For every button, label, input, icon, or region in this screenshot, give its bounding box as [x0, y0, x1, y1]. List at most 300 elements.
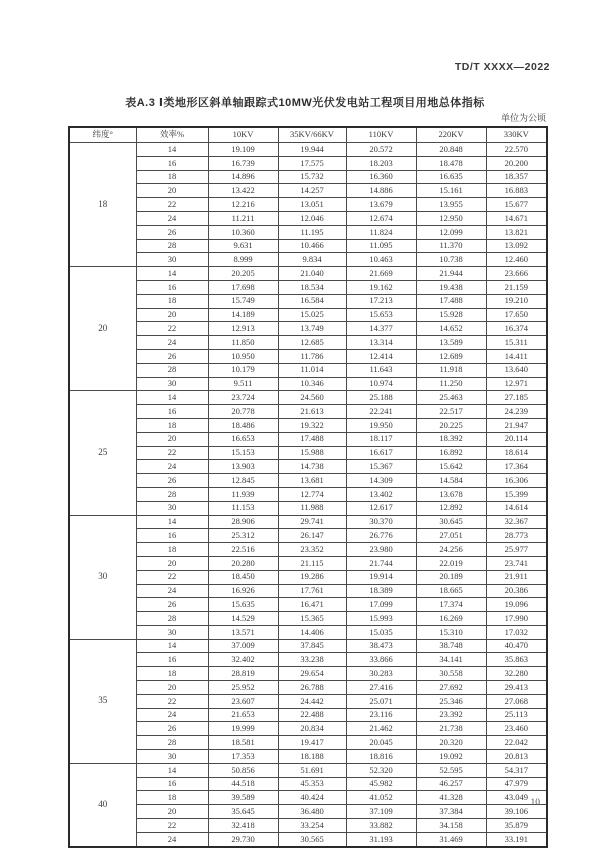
value-cell-10KV: 25.312: [208, 529, 278, 543]
value-cell-220KV: 15.161: [416, 184, 486, 198]
value-cell-330KV: 16.306: [486, 474, 547, 488]
value-cell-110KV: 19.162: [346, 280, 416, 294]
table-row: [69, 694, 547, 708]
value-cell-10KV: 13.422: [208, 184, 278, 198]
value-cell-220KV: 20.848: [416, 143, 486, 157]
efficiency-cell: 18: [136, 418, 208, 432]
value-cell-10KV: 11.211: [208, 211, 278, 225]
value-cell-10KV: 8.999: [208, 253, 278, 267]
value-cell-110KV: 19.950: [346, 418, 416, 432]
latitude-cell: 25: [69, 391, 136, 515]
value-cell-35KV/66KV: 17.488: [278, 432, 346, 446]
value-cell-10KV: 35.645: [208, 805, 278, 819]
value-cell-35KV/66KV: 15.988: [278, 446, 346, 460]
column-header-4: 110KV: [346, 127, 416, 143]
efficiency-cell: 22: [136, 322, 208, 336]
table-row: [69, 763, 547, 777]
column-header-5: 220KV: [416, 127, 486, 143]
efficiency-cell: 22: [136, 198, 208, 212]
value-cell-110KV: 21.669: [346, 267, 416, 281]
value-cell-110KV: 30.283: [346, 667, 416, 681]
value-cell-110KV: 23.980: [346, 543, 416, 557]
value-cell-220KV: 46.257: [416, 777, 486, 791]
value-cell-220KV: 12.689: [416, 349, 486, 363]
value-cell-330KV: 17.032: [486, 625, 547, 639]
value-cell-330KV: 17.650: [486, 308, 547, 322]
efficiency-cell: 30: [136, 625, 208, 639]
value-cell-110KV: 33.882: [346, 819, 416, 833]
value-cell-10KV: 39.589: [208, 791, 278, 805]
value-cell-330KV: 15.399: [486, 487, 547, 501]
value-cell-220KV: 12.892: [416, 501, 486, 515]
value-cell-10KV: 19.109: [208, 143, 278, 157]
value-cell-10KV: 14.189: [208, 308, 278, 322]
table-row: [69, 294, 547, 308]
efficiency-cell: 18: [136, 791, 208, 805]
efficiency-cell: 16: [136, 653, 208, 667]
efficiency-cell: 28: [136, 612, 208, 626]
table-row: [69, 639, 547, 653]
value-cell-35KV/66KV: 13.051: [278, 198, 346, 212]
table-row: [69, 653, 547, 667]
value-cell-330KV: 18.614: [486, 446, 547, 460]
latitude-cell: 18: [69, 143, 136, 267]
value-cell-35KV/66KV: 21.115: [278, 556, 346, 570]
value-cell-220KV: 15.642: [416, 460, 486, 474]
table-row: [69, 474, 547, 488]
value-cell-330KV: 35.879: [486, 819, 547, 833]
value-cell-10KV: 11.153: [208, 501, 278, 515]
column-header-3: 35KV/66KV: [278, 127, 346, 143]
value-cell-110KV: 27.416: [346, 681, 416, 695]
value-cell-35KV/66KV: 17.761: [278, 584, 346, 598]
efficiency-cell: 20: [136, 805, 208, 819]
value-cell-110KV: 41.052: [346, 791, 416, 805]
value-cell-220KV: 34.158: [416, 819, 486, 833]
value-cell-220KV: 41.328: [416, 791, 486, 805]
efficiency-cell: 14: [136, 639, 208, 653]
value-cell-220KV: 21.944: [416, 267, 486, 281]
value-cell-220KV: 52.595: [416, 763, 486, 777]
value-cell-35KV/66KV: 37.845: [278, 639, 346, 653]
efficiency-cell: 16: [136, 156, 208, 170]
value-cell-220KV: 19.438: [416, 280, 486, 294]
value-cell-220KV: 21.738: [416, 722, 486, 736]
value-cell-10KV: 14.529: [208, 612, 278, 626]
value-cell-35KV/66KV: 45.353: [278, 777, 346, 791]
value-cell-10KV: 13.903: [208, 460, 278, 474]
efficiency-cell: 26: [136, 349, 208, 363]
efficiency-cell: 14: [136, 267, 208, 281]
value-cell-35KV/66KV: 11.786: [278, 349, 346, 363]
table-row: [69, 405, 547, 419]
value-cell-10KV: 18.486: [208, 418, 278, 432]
value-cell-35KV/66KV: 19.944: [278, 143, 346, 157]
efficiency-cell: 16: [136, 405, 208, 419]
table-row: [69, 267, 547, 281]
value-cell-110KV: 33.866: [346, 653, 416, 667]
value-cell-10KV: 11.850: [208, 336, 278, 350]
value-cell-110KV: 15.035: [346, 625, 416, 639]
value-cell-220KV: 14.584: [416, 474, 486, 488]
table-row: [69, 805, 547, 819]
value-cell-220KV: 18.478: [416, 156, 486, 170]
value-cell-220KV: 31.469: [416, 832, 486, 846]
value-cell-330KV: 12.460: [486, 253, 547, 267]
value-cell-110KV: 13.402: [346, 487, 416, 501]
value-cell-220KV: 16.892: [416, 446, 486, 460]
value-cell-10KV: 19.999: [208, 722, 278, 736]
value-cell-330KV: 14.411: [486, 349, 547, 363]
value-cell-220KV: 18.392: [416, 432, 486, 446]
value-cell-35KV/66KV: 30.565: [278, 832, 346, 846]
value-cell-110KV: 37.109: [346, 805, 416, 819]
value-cell-330KV: 13.640: [486, 363, 547, 377]
value-cell-10KV: 29.730: [208, 832, 278, 846]
table-row: [69, 515, 547, 529]
efficiency-cell: 24: [136, 584, 208, 598]
table-row: [69, 308, 547, 322]
column-header-0: 纬度°: [69, 127, 136, 143]
value-cell-110KV: 14.309: [346, 474, 416, 488]
table-row: [69, 791, 547, 805]
table-row: [69, 225, 547, 239]
value-cell-110KV: 11.824: [346, 225, 416, 239]
value-cell-35KV/66KV: 20.834: [278, 722, 346, 736]
value-cell-35KV/66KV: 15.732: [278, 170, 346, 184]
value-cell-110KV: 31.193: [346, 832, 416, 846]
value-cell-330KV: 27.068: [486, 694, 547, 708]
value-cell-220KV: 15.928: [416, 308, 486, 322]
value-cell-110KV: 21.462: [346, 722, 416, 736]
value-cell-110KV: 25.071: [346, 694, 416, 708]
value-cell-330KV: 40.470: [486, 639, 547, 653]
value-cell-110KV: 18.203: [346, 156, 416, 170]
value-cell-330KV: 21.159: [486, 280, 547, 294]
value-cell-330KV: 17.364: [486, 460, 547, 474]
table-row: [69, 832, 547, 846]
value-cell-220KV: 13.678: [416, 487, 486, 501]
value-cell-10KV: 10.360: [208, 225, 278, 239]
value-cell-110KV: 10.463: [346, 253, 416, 267]
value-cell-35KV/66KV: 14.406: [278, 625, 346, 639]
value-cell-110KV: 11.095: [346, 239, 416, 253]
value-cell-10KV: 17.698: [208, 280, 278, 294]
value-cell-35KV/66KV: 14.738: [278, 460, 346, 474]
efficiency-cell: 20: [136, 556, 208, 570]
value-cell-110KV: 15.367: [346, 460, 416, 474]
value-cell-10KV: 14.896: [208, 170, 278, 184]
value-cell-110KV: 20.572: [346, 143, 416, 157]
efficiency-cell: 18: [136, 170, 208, 184]
efficiency-cell: 20: [136, 681, 208, 695]
table-row: [69, 143, 547, 157]
table-row: [69, 722, 547, 736]
value-cell-35KV/66KV: 19.322: [278, 418, 346, 432]
efficiency-cell: 26: [136, 598, 208, 612]
table-row: [69, 487, 547, 501]
efficiency-cell: 18: [136, 543, 208, 557]
efficiency-cell: 24: [136, 832, 208, 846]
value-cell-10KV: 23.724: [208, 391, 278, 405]
value-cell-330KV: 32.367: [486, 515, 547, 529]
value-cell-35KV/66KV: 26.147: [278, 529, 346, 543]
value-cell-330KV: 22.042: [486, 736, 547, 750]
table-row: [69, 543, 547, 557]
value-cell-220KV: 10.738: [416, 253, 486, 267]
value-cell-110KV: 38.473: [346, 639, 416, 653]
value-cell-110KV: 25.188: [346, 391, 416, 405]
value-cell-35KV/66KV: 36.480: [278, 805, 346, 819]
value-cell-10KV: 37.009: [208, 639, 278, 653]
value-cell-220KV: 17.374: [416, 598, 486, 612]
table-row: [69, 446, 547, 460]
value-cell-35KV/66KV: 13.681: [278, 474, 346, 488]
efficiency-cell: 14: [136, 515, 208, 529]
table-row: [69, 667, 547, 681]
table-row: [69, 156, 547, 170]
value-cell-330KV: 17.990: [486, 612, 547, 626]
value-cell-220KV: 20.189: [416, 570, 486, 584]
value-cell-10KV: 21.653: [208, 708, 278, 722]
value-cell-330KV: 14.614: [486, 501, 547, 515]
value-cell-35KV/66KV: 11.988: [278, 501, 346, 515]
value-cell-10KV: 10.950: [208, 349, 278, 363]
value-cell-330KV: 23.666: [486, 267, 547, 281]
value-cell-35KV/66KV: 24.442: [278, 694, 346, 708]
value-cell-10KV: 20.280: [208, 556, 278, 570]
value-cell-330KV: 18.357: [486, 170, 547, 184]
value-cell-220KV: 12.099: [416, 225, 486, 239]
efficiency-cell: 28: [136, 239, 208, 253]
value-cell-330KV: 28.773: [486, 529, 547, 543]
value-cell-330KV: 20.114: [486, 432, 547, 446]
value-cell-220KV: 30.558: [416, 667, 486, 681]
value-cell-10KV: 12.913: [208, 322, 278, 336]
efficiency-cell: 24: [136, 211, 208, 225]
value-cell-330KV: 47.979: [486, 777, 547, 791]
efficiency-cell: 26: [136, 225, 208, 239]
value-cell-35KV/66KV: 12.046: [278, 211, 346, 225]
table-row: [69, 570, 547, 584]
value-cell-35KV/66KV: 23.352: [278, 543, 346, 557]
column-header-1: 效率%: [136, 127, 208, 143]
value-cell-220KV: 19.092: [416, 750, 486, 764]
value-cell-35KV/66KV: 12.774: [278, 487, 346, 501]
efficiency-cell: 24: [136, 336, 208, 350]
value-cell-10KV: 18.450: [208, 570, 278, 584]
value-cell-330KV: 19.210: [486, 294, 547, 308]
value-cell-330KV: 16.883: [486, 184, 547, 198]
value-cell-35KV/66KV: 33.254: [278, 819, 346, 833]
value-cell-35KV/66KV: 21.613: [278, 405, 346, 419]
value-cell-110KV: 18.389: [346, 584, 416, 598]
table-row: [69, 198, 547, 212]
table-row: [69, 681, 547, 695]
table-row: [69, 170, 547, 184]
value-cell-110KV: 15.653: [346, 308, 416, 322]
efficiency-cell: 28: [136, 736, 208, 750]
value-cell-35KV/66KV: 18.188: [278, 750, 346, 764]
value-cell-330KV: 22.570: [486, 143, 547, 157]
page-number: 10: [530, 798, 540, 808]
value-cell-220KV: 22.517: [416, 405, 486, 419]
value-cell-10KV: 12.216: [208, 198, 278, 212]
value-cell-35KV/66KV: 51.691: [278, 763, 346, 777]
value-cell-110KV: 22.241: [346, 405, 416, 419]
value-cell-10KV: 15.153: [208, 446, 278, 460]
value-cell-330KV: 14.671: [486, 211, 547, 225]
value-cell-110KV: 16.617: [346, 446, 416, 460]
value-cell-220KV: 18.665: [416, 584, 486, 598]
value-cell-35KV/66KV: 13.749: [278, 322, 346, 336]
value-cell-10KV: 17.353: [208, 750, 278, 764]
table-header-row: [69, 127, 547, 143]
value-cell-110KV: 16.360: [346, 170, 416, 184]
efficiency-cell: 22: [136, 819, 208, 833]
value-cell-220KV: 34.141: [416, 653, 486, 667]
value-cell-330KV: 15.311: [486, 336, 547, 350]
table-row: [69, 819, 547, 833]
value-cell-110KV: 45.982: [346, 777, 416, 791]
value-cell-330KV: 39.106: [486, 805, 547, 819]
efficiency-cell: 24: [136, 460, 208, 474]
column-header-2: 10KV: [208, 127, 278, 143]
value-cell-35KV/66KV: 29.741: [278, 515, 346, 529]
table-row: [69, 280, 547, 294]
value-cell-220KV: 12.950: [416, 211, 486, 225]
value-cell-110KV: 12.617: [346, 501, 416, 515]
value-cell-330KV: 13.821: [486, 225, 547, 239]
efficiency-cell: 22: [136, 694, 208, 708]
efficiency-cell: 18: [136, 667, 208, 681]
value-cell-10KV: 28.906: [208, 515, 278, 529]
efficiency-cell: 30: [136, 253, 208, 267]
value-cell-35KV/66KV: 14.257: [278, 184, 346, 198]
value-cell-330KV: 21.911: [486, 570, 547, 584]
value-cell-220KV: 13.955: [416, 198, 486, 212]
table-row: [69, 363, 547, 377]
value-cell-330KV: 54.317: [486, 763, 547, 777]
value-cell-10KV: 15.635: [208, 598, 278, 612]
value-cell-35KV/66KV: 40.424: [278, 791, 346, 805]
table-row: [69, 529, 547, 543]
efficiency-cell: 20: [136, 308, 208, 322]
value-cell-220KV: 27.051: [416, 529, 486, 543]
efficiency-cell: 28: [136, 487, 208, 501]
efficiency-cell: 22: [136, 570, 208, 584]
efficiency-cell: 14: [136, 143, 208, 157]
value-cell-110KV: 18.816: [346, 750, 416, 764]
value-cell-10KV: 11.939: [208, 487, 278, 501]
value-cell-35KV/66KV: 11.014: [278, 363, 346, 377]
efficiency-cell: 22: [136, 446, 208, 460]
value-cell-220KV: 11.370: [416, 239, 486, 253]
latitude-cell: 40: [69, 763, 136, 846]
value-cell-35KV/66KV: 22.488: [278, 708, 346, 722]
value-cell-330KV: 32.280: [486, 667, 547, 681]
value-cell-220KV: 17.488: [416, 294, 486, 308]
value-cell-220KV: 15.310: [416, 625, 486, 639]
value-cell-220KV: 11.250: [416, 377, 486, 391]
value-cell-110KV: 10.974: [346, 377, 416, 391]
value-cell-330KV: 23.741: [486, 556, 547, 570]
table-title: 表A.3 Ⅰ类地形区斜单轴跟踪式10MW光伏发电站工程项目用地总体指标: [125, 97, 485, 109]
value-cell-330KV: 15.677: [486, 198, 547, 212]
value-cell-35KV/66KV: 17.575: [278, 156, 346, 170]
value-cell-10KV: 13.571: [208, 625, 278, 639]
land-use-indicator-table: [68, 126, 548, 848]
table-row: [69, 377, 547, 391]
unit-note: 单位为公顷: [500, 113, 546, 123]
table-row: [69, 418, 547, 432]
value-cell-220KV: 38.748: [416, 639, 486, 653]
value-cell-10KV: 23.607: [208, 694, 278, 708]
value-cell-10KV: 9.511: [208, 377, 278, 391]
value-cell-110KV: 14.377: [346, 322, 416, 336]
latitude-cell: 35: [69, 639, 136, 763]
value-cell-35KV/66KV: 11.195: [278, 225, 346, 239]
value-cell-10KV: 18.581: [208, 736, 278, 750]
efficiency-cell: 24: [136, 708, 208, 722]
value-cell-220KV: 30.645: [416, 515, 486, 529]
value-cell-35KV/66KV: 29.654: [278, 667, 346, 681]
value-cell-35KV/66KV: 18.534: [278, 280, 346, 294]
value-cell-330KV: 24.239: [486, 405, 547, 419]
value-cell-330KV: 12.971: [486, 377, 547, 391]
value-cell-35KV/66KV: 9.834: [278, 253, 346, 267]
value-cell-220KV: 25.346: [416, 694, 486, 708]
efficiency-cell: 14: [136, 763, 208, 777]
value-cell-220KV: 37.384: [416, 805, 486, 819]
value-cell-330KV: 25.113: [486, 708, 547, 722]
table-row: [69, 777, 547, 791]
value-cell-220KV: 20.320: [416, 736, 486, 750]
efficiency-cell: 16: [136, 280, 208, 294]
value-cell-35KV/66KV: 16.471: [278, 598, 346, 612]
value-cell-10KV: 50.856: [208, 763, 278, 777]
value-cell-220KV: 14.652: [416, 322, 486, 336]
value-cell-330KV: 20.813: [486, 750, 547, 764]
value-cell-35KV/66KV: 12.685: [278, 336, 346, 350]
table-row: [69, 322, 547, 336]
value-cell-10KV: 44.518: [208, 777, 278, 791]
value-cell-110KV: 52.320: [346, 763, 416, 777]
value-cell-110KV: 12.674: [346, 211, 416, 225]
table-row: [69, 211, 547, 225]
table-row: [69, 184, 547, 198]
latitude-cell: 30: [69, 515, 136, 639]
value-cell-110KV: 26.776: [346, 529, 416, 543]
value-cell-330KV: 21.947: [486, 418, 547, 432]
value-cell-35KV/66KV: 19.417: [278, 736, 346, 750]
value-cell-220KV: 24.256: [416, 543, 486, 557]
value-cell-110KV: 23.116: [346, 708, 416, 722]
efficiency-cell: 30: [136, 750, 208, 764]
table-row: [69, 625, 547, 639]
value-cell-220KV: 23.392: [416, 708, 486, 722]
table-row: [69, 584, 547, 598]
efficiency-cell: 16: [136, 529, 208, 543]
latitude-cell: 20: [69, 267, 136, 391]
value-cell-330KV: 19.096: [486, 598, 547, 612]
table-row: [69, 736, 547, 750]
value-cell-10KV: 16.739: [208, 156, 278, 170]
table-row: [69, 391, 547, 405]
value-cell-220KV: 25.463: [416, 391, 486, 405]
table-row: [69, 336, 547, 350]
value-cell-110KV: 17.213: [346, 294, 416, 308]
